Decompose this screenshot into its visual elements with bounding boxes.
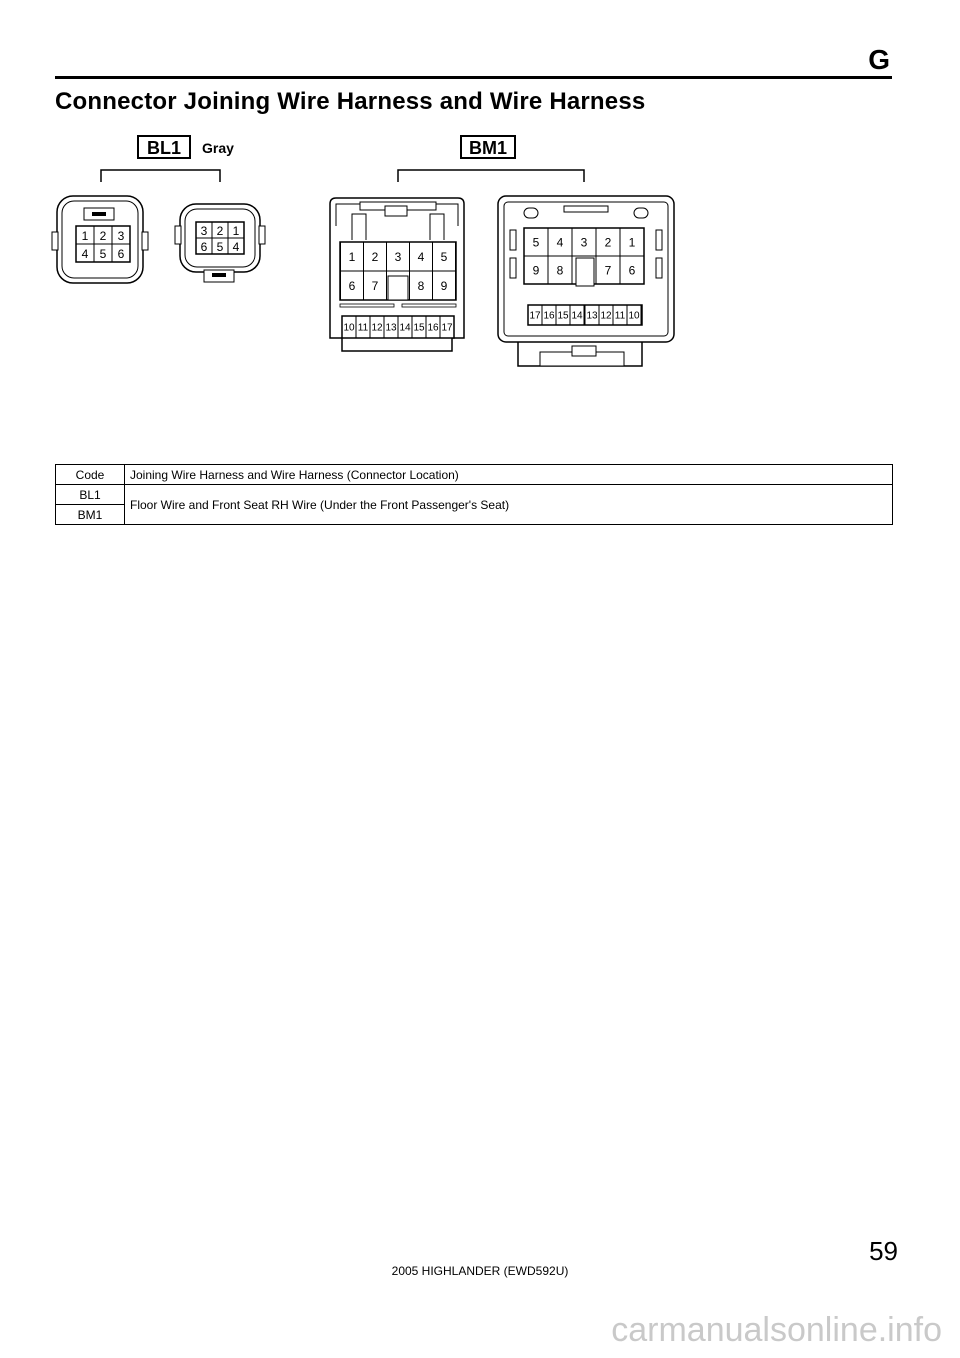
- table-header-desc: Joining Wire Harness and Wire Harness (Connector Location): [125, 465, 893, 485]
- bm1-left-pin: 6: [348, 278, 356, 293]
- bm1-right-pin: 17: [529, 310, 541, 322]
- bm1-left-pin: 13: [385, 322, 397, 334]
- bl1-left-pin: 3: [117, 229, 125, 243]
- bm1-left-pin: 16: [427, 322, 439, 334]
- bm1-right-pin: 14: [571, 310, 583, 322]
- bm1-left-pin: 8: [417, 278, 425, 293]
- page-number: 59: [869, 1236, 898, 1266]
- bm1-right-pin: 6: [628, 263, 636, 278]
- connector-location-table: [55, 464, 893, 525]
- header-rule: [55, 76, 892, 79]
- bl1-left-pin: 4: [81, 247, 89, 261]
- bm1-right-pin: 1: [628, 235, 636, 250]
- bl1-left-pin: 2: [99, 229, 107, 243]
- bl1-right-pin: 5: [216, 240, 224, 254]
- bm1-left-connector: [330, 198, 464, 351]
- table-cell-code: BL1: [56, 485, 125, 505]
- bl1-right-pin: 1: [232, 224, 240, 238]
- bm1-right-pin: 13: [586, 310, 598, 322]
- bl1-right-connector: [175, 204, 265, 282]
- table-header-row: [56, 465, 893, 485]
- bm1-left-pin: 1: [348, 249, 356, 264]
- bl1-color: Gray: [202, 140, 234, 156]
- bm1-left-pin: 11: [357, 322, 369, 334]
- bm1-right-pin: 16: [543, 310, 555, 322]
- bm1-right-pin: 5: [532, 235, 540, 250]
- section-letter: G: [868, 44, 890, 75]
- bm1-right-pin: 4: [556, 235, 564, 250]
- bm1-code: BM1: [468, 138, 508, 158]
- bm1-left-pin: 4: [417, 249, 425, 264]
- bm1-right-pin: 7: [604, 263, 612, 278]
- bm1-left-pin: 7: [371, 278, 379, 293]
- bm1-right-pin: 10: [628, 310, 640, 322]
- bm1-left-pin: 9: [440, 278, 448, 293]
- bm1-right-connector: [498, 196, 674, 366]
- bl1-left-pin: 6: [117, 247, 125, 261]
- footer-text: 2005 HIGHLANDER (EWD592U): [391, 1264, 569, 1278]
- bl1-right-pin: 6: [200, 240, 208, 254]
- bl1-left-connector: [52, 196, 148, 283]
- bm1-bracket: [398, 170, 584, 182]
- bl1-left-pin: 1: [81, 229, 89, 243]
- bl1-right-pin: 2: [216, 224, 224, 238]
- bm1-right-pin: 8: [556, 263, 564, 278]
- bm1-right-pin: 3: [580, 235, 588, 250]
- table-header-code: Code: [56, 465, 125, 485]
- bl1-right-pin: 4: [232, 240, 240, 254]
- page-title: Connector Joining Wire Harness and Wire Harness: [55, 88, 646, 115]
- table-cell-desc: Floor Wire and Front Seat RH Wire (Under the Front Passenger's Seat): [125, 485, 893, 525]
- bm1-left-pin: 2: [371, 249, 379, 264]
- bm1-right-pin: 2: [604, 235, 612, 250]
- bm1-left-pin: 14: [399, 322, 411, 334]
- bm1-left-pin: 12: [371, 322, 383, 334]
- watermark: carmanualsonline.info: [611, 1311, 942, 1349]
- bm1-left-pin: 15: [413, 322, 425, 334]
- bm1-right-pin: 11: [614, 310, 626, 322]
- bl1-bracket: [101, 170, 220, 182]
- bm1-right-pin: 15: [557, 310, 569, 322]
- bm1-left-pin: 3: [394, 249, 402, 264]
- table-cell-code: BM1: [56, 505, 125, 525]
- bm1-left-pin: 10: [343, 322, 355, 334]
- table-row: [56, 485, 893, 505]
- bm1-right-pin: 9: [532, 263, 540, 278]
- bl1-right-pin: 3: [200, 224, 208, 238]
- bl1-left-pin: 5: [99, 247, 107, 261]
- bl1-code: BL1: [146, 138, 182, 158]
- bm1-right-pin: 12: [600, 310, 612, 322]
- bm1-left-pin: 17: [441, 322, 453, 334]
- connector-drawing: [40, 130, 700, 380]
- bm1-left-pin: 5: [440, 249, 448, 264]
